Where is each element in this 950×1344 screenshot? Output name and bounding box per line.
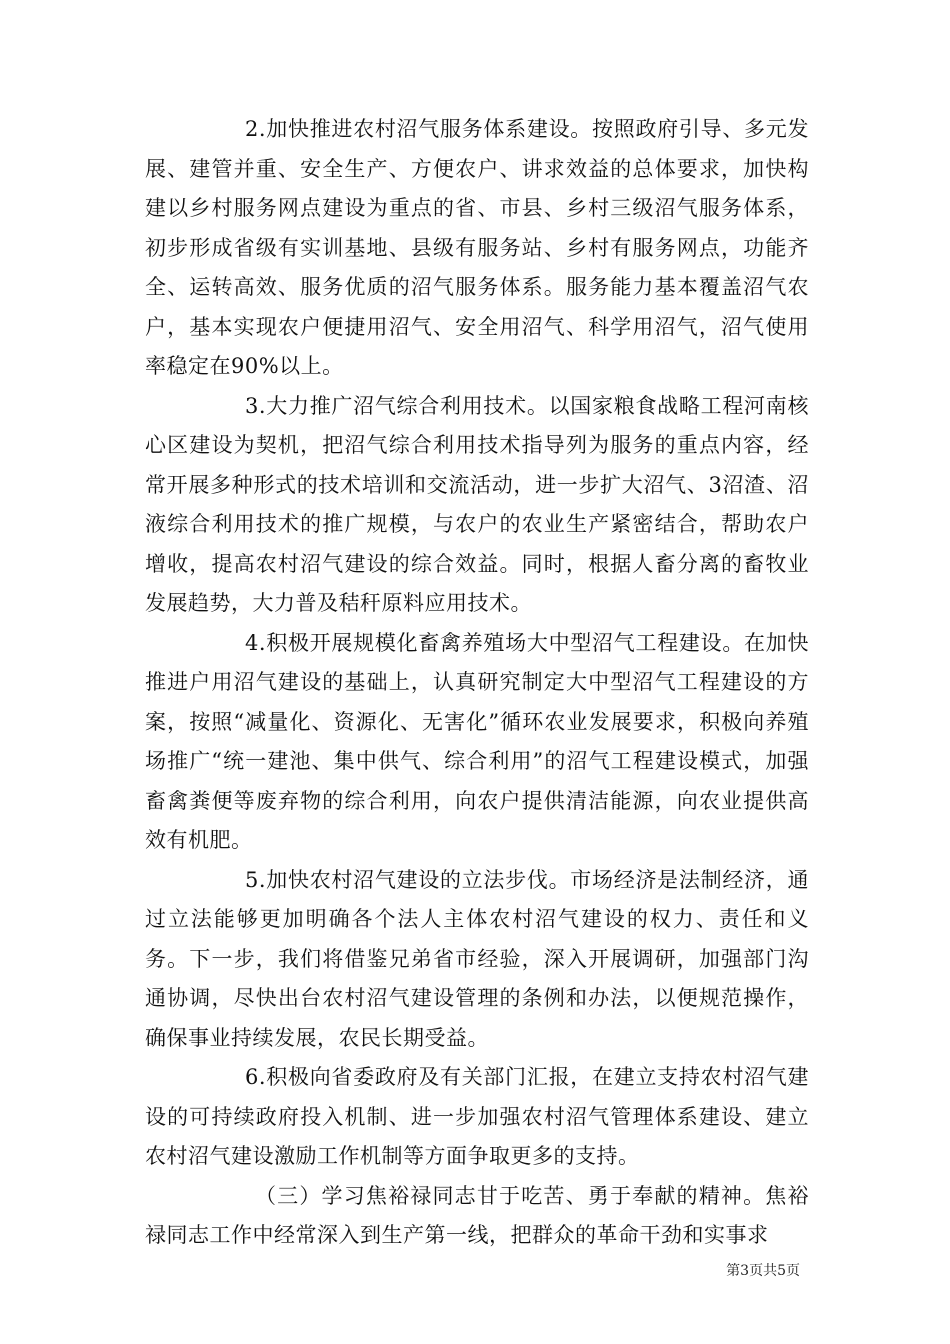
page-number: 第3页共5页 bbox=[726, 1263, 800, 1279]
paragraph-report-to-government: 6.积极向省委政府及有关部门汇报，在建立支持农村沼气建设的可持续政府投入机制、进一步加强农村沼气管理体系建设、建立农村沼气建设激励工作机制等方面争取更多的支持。 bbox=[145, 1065, 809, 1168]
document-body bbox=[145, 110, 809, 1256]
paragraph-large-biogas-projects: 4.积极开展规模化畜禽养殖场大中型沼气工程建设。在加快推进户用沼气建设的基础上，认真研究制定大中型沼气工程建设的方案，按照“减量化、资源化、无害化”循环农业发展要求，积极向养殖场推广“统一建池、集中供气、综合利用”的沼气工程建设模式，加强畜禽粪便等废弃物的综合利用，向农户提供清洁能源，向农业提供高效有机肥。 bbox=[145, 630, 809, 852]
paragraph-jiao-yulu-spirit: （三）学习焦裕禄同志甘于吃苦、勇于奉献的精神。焦裕禄同志工作中经常深入到生产第一线，把群众的革命干劲和实事求 bbox=[145, 1183, 809, 1247]
paragraph-biogas-service-system: 2.加快推进农村沼气服务体系建设。按照政府引导、多元发展、建管并重、安全生产、方便农户、讲求效益的总体要求，加快构建以乡村服务网点建设为重点的省、市县、乡村三级沼气服务体系，初步形成省级有实训基地、县级有服务站、乡村有服务网点，功能齐全、运转高效、服务优质的沼气服务体系。服务能力基本覆盖沼气农户，基本实现农户便捷用沼气、安全用沼气、科学用沼气，沼气使用率稳定在90%以上。 bbox=[145, 117, 809, 378]
paragraph-biogas-legislation: 5.加快农村沼气建设的立法步伐。市场经济是法制经济，通过立法能够更加明确各个法人主体农村沼气建设的权力、责任和义务。下一步，我们将借鉴兄弟省市经验，深入开展调研，加强部门沟通协调，尽快出台农村沼气建设管理的条例和办法，以便规范操作，确保事业持续发展，农民长期受益。 bbox=[145, 867, 809, 1050]
paragraph-biogas-utilization-tech: 3.大力推广沼气综合利用技术。以国家粮食战略工程河南核心区建设为契机，把沼气综合利用技术指导列为服务的重点内容，经常开展多种形式的技术培训和交流活动，进一步扩大沼气、3沼渣、沼液综合利用技术的推广规模，与农户的农业生产紧密结合，帮助农户增收，提高农村沼气建设的综合效益。同时，根据人畜分离的畜牧业发展趋势，大力普及秸秆原料应用技术。 bbox=[145, 393, 809, 615]
